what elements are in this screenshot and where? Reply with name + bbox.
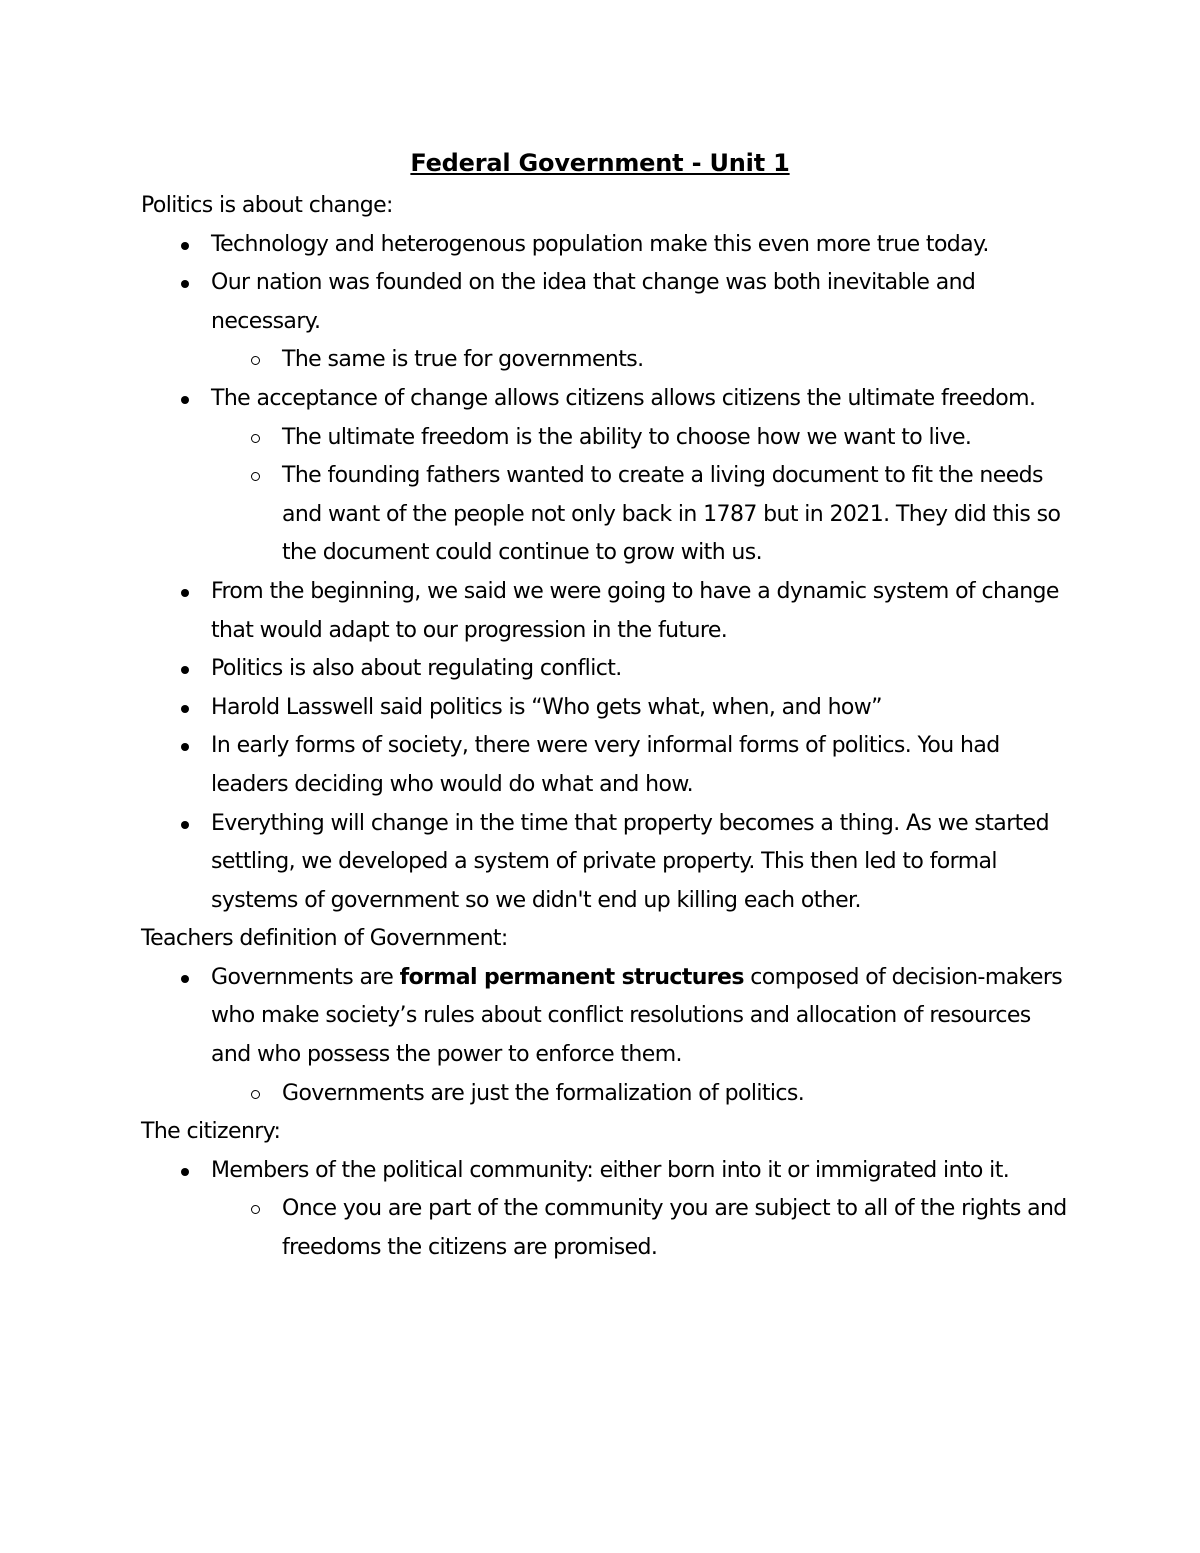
list-item: Members of the political community: either born into it or immigrated into it. (141, 1152, 1071, 1191)
list-item: Everything will change in the time that property becomes a thing. As we started settling, we developed a system of private property. This then led to formal systems of government so we didn't end up killing each other. (141, 805, 1071, 921)
list-item: In early forms of society, there were very informal forms of politics. You had leaders deciding who would do what and how. (141, 727, 1071, 804)
page-title: Federal Government - Unit 1 (410, 149, 790, 177)
bullet-list-government (141, 959, 1071, 1113)
definition-bold-term: formal permanent structures (399, 964, 744, 990)
section-heading-government-definition: Teachers definition of Government: (141, 926, 508, 952)
list-item: Harold Lasswell said politics is “Who gets what, when, and how” (141, 689, 1071, 728)
list-item: Technology and heterogenous population make this even more true today. (141, 226, 1071, 265)
sub-list-item: Governments are just the formalization of politics. (141, 1075, 1071, 1114)
list-item: The acceptance of change allows citizens allows citizens the ultimate freedom. (141, 380, 1071, 419)
section-heading-citizenry: The citizenry: (141, 1119, 281, 1145)
bullet-list-politics (141, 226, 1071, 921)
section-heading-politics: Politics is about change: (141, 193, 393, 218)
sub-list-item: The ultimate freedom is the ability to choose how we want to live. (141, 419, 1071, 458)
bullet-list-citizenry (141, 1152, 1071, 1268)
definition-text-pre: Governments are (211, 964, 400, 990)
sub-list-item: The same is true for governments. (141, 341, 1071, 380)
list-item: Our nation was founded on the idea that change was both inevitable and necessary. (141, 264, 1071, 341)
list-item (141, 959, 1071, 1075)
document-body (141, 187, 1071, 1268)
sub-list-item: The founding fathers wanted to create a living document to fit the needs and want of the people not only back in 1787 but in 2021. They did this so the document could continue to grow with us. (141, 457, 1071, 573)
definition-text-post: composed of decision-makers who make society’s rules about conflict resolutions and allocation of resources and who possess the power to enforce them. (211, 964, 1063, 1068)
list-item: Politics is also about regulating conflict. (141, 650, 1071, 689)
list-item: From the beginning, we said we were going to have a dynamic system of change that would adapt to our progression in the future. (141, 573, 1071, 650)
sub-list-item: Once you are part of the community you are subject to all of the rights and freedoms the citizens are promised. (141, 1190, 1071, 1267)
